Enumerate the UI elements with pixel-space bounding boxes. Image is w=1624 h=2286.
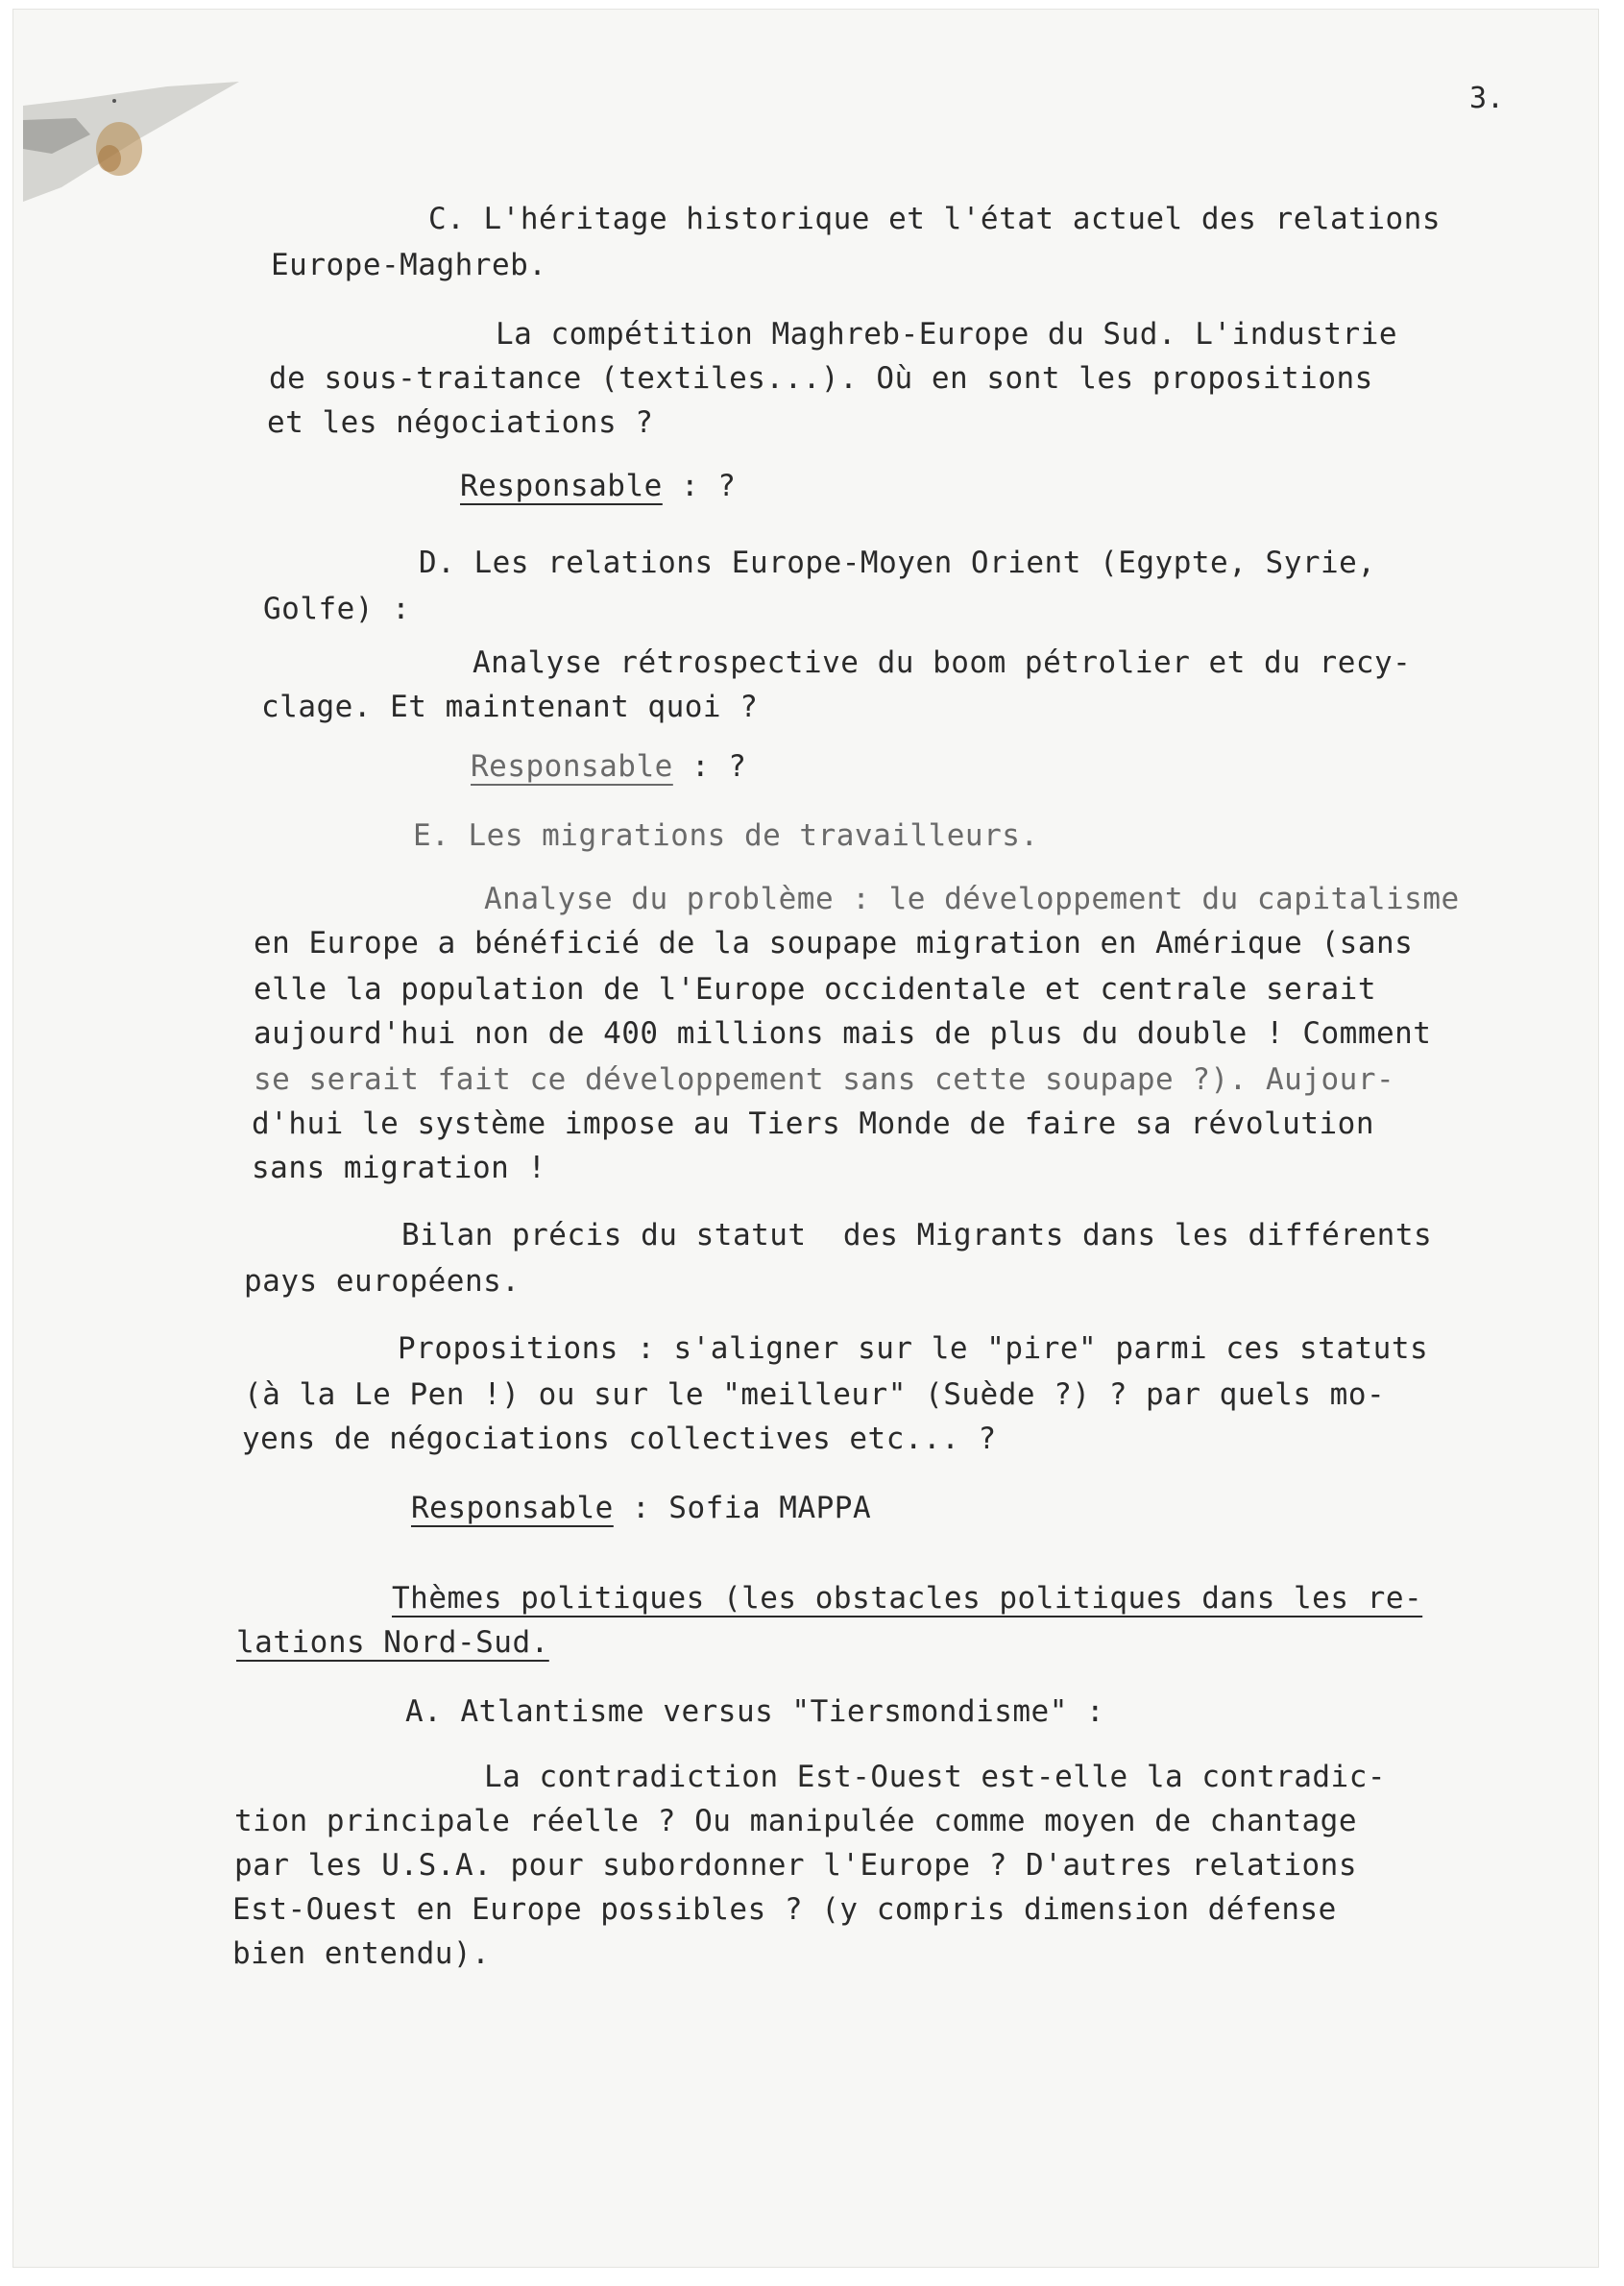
section-e-bilan-line: pays européens.: [244, 1264, 521, 1299]
section-a-paragraph-line: Est-Ouest en Europe possibles ? (y compris dimension défense: [232, 1892, 1337, 1927]
scan-stain-corner: [23, 82, 244, 207]
section-a-paragraph-line: La contradiction Est-Ouest est-elle la contradic-: [484, 1760, 1387, 1794]
section-e-analysis-line: elle la population de l'Europe occidentale et centrale serait: [254, 972, 1376, 1007]
section-e-analysis-line: sans migration !: [252, 1151, 546, 1185]
section-e-propositions-line: (à la Le Pen !) ou sur le "meilleur" (Suède ?) ? par quels mo-: [244, 1377, 1386, 1412]
section-a-paragraph-line: tion principale réelle ? Ou manipulée comme moyen de chantage: [234, 1804, 1357, 1838]
page-number: 3.: [1469, 82, 1505, 115]
section-a-paragraph-line: par les U.S.A. pour subordonner l'Europe ? D'autres relations: [234, 1848, 1357, 1883]
section-e-heading: E. Les migrations de travailleurs.: [413, 818, 1039, 853]
section-d-heading-cont: Golfe) :: [263, 592, 411, 626]
section-e-analysis-line: en Europe a bénéficié de la soupape migration en Amérique (sans: [254, 926, 1414, 961]
section-e-propositions-line: yens de négociations collectives etc... ?: [242, 1422, 997, 1456]
section-e-analysis-line: d'hui le système impose au Tiers Monde de faire sa révolution: [252, 1107, 1374, 1141]
section-c-paragraph-line: de sous-traitance (textiles...). Où en sont les propositions: [269, 361, 1373, 396]
section-e-analysis-line: aujourd'hui non de 400 millions mais de plus du double ! Comment: [254, 1016, 1432, 1051]
section-c-paragraph-line: et les négociations ?: [267, 405, 654, 440]
section-a-heading: A. Atlantisme versus "Tiersmondisme" :: [405, 1694, 1105, 1729]
section-d-responsable: [471, 747, 746, 786]
responsable-label: Responsable: [460, 469, 663, 503]
section-e-analysis-line: se serait fait ce développement sans cette soupape ?). Aujour-: [254, 1062, 1395, 1097]
section-c-paragraph-line: La compétition Maghreb-Europe du Sud. L'industrie: [496, 317, 1398, 352]
section-e-responsable: [411, 1489, 871, 1527]
section-c-heading: C. L'héritage historique et l'état actuel des relations: [428, 202, 1441, 236]
responsable-label: Responsable: [411, 1491, 614, 1525]
section-e-propositions-line: Propositions : s'aligner sur le "pire" parmi ces statuts: [398, 1331, 1429, 1366]
section-c-heading-cont: Europe-Maghreb.: [271, 248, 547, 282]
section-d-heading: D. Les relations Europe-Moyen Orient (Egypte, Syrie,: [419, 546, 1376, 580]
section-e-analysis-line: Analyse du problème : le développement du capitalisme: [484, 882, 1460, 916]
section-a-paragraph-line: bien entendu).: [232, 1936, 491, 1971]
section-c-responsable: [460, 467, 736, 505]
section-e-bilan-line: Bilan précis du statut des Migrants dans les différents: [401, 1218, 1433, 1252]
document-page: [13, 10, 1598, 2267]
responsable-label: Responsable: [471, 749, 673, 784]
section-d-paragraph-line: Analyse rétrospective du boom pétrolier et du recy-: [473, 645, 1412, 680]
themes-politiques-heading-cont: lations Nord-Sud.: [236, 1625, 549, 1660]
section-d-paragraph-line: clage. Et maintenant quoi ?: [261, 690, 759, 724]
responsable-value: : Sofia MAPPA: [631, 1491, 872, 1525]
responsable-value: : ?: [691, 749, 747, 784]
responsable-value: : ?: [680, 469, 737, 503]
themes-politiques-heading: Thèmes politiques (les obstacles politiques dans les re-: [392, 1581, 1423, 1616]
